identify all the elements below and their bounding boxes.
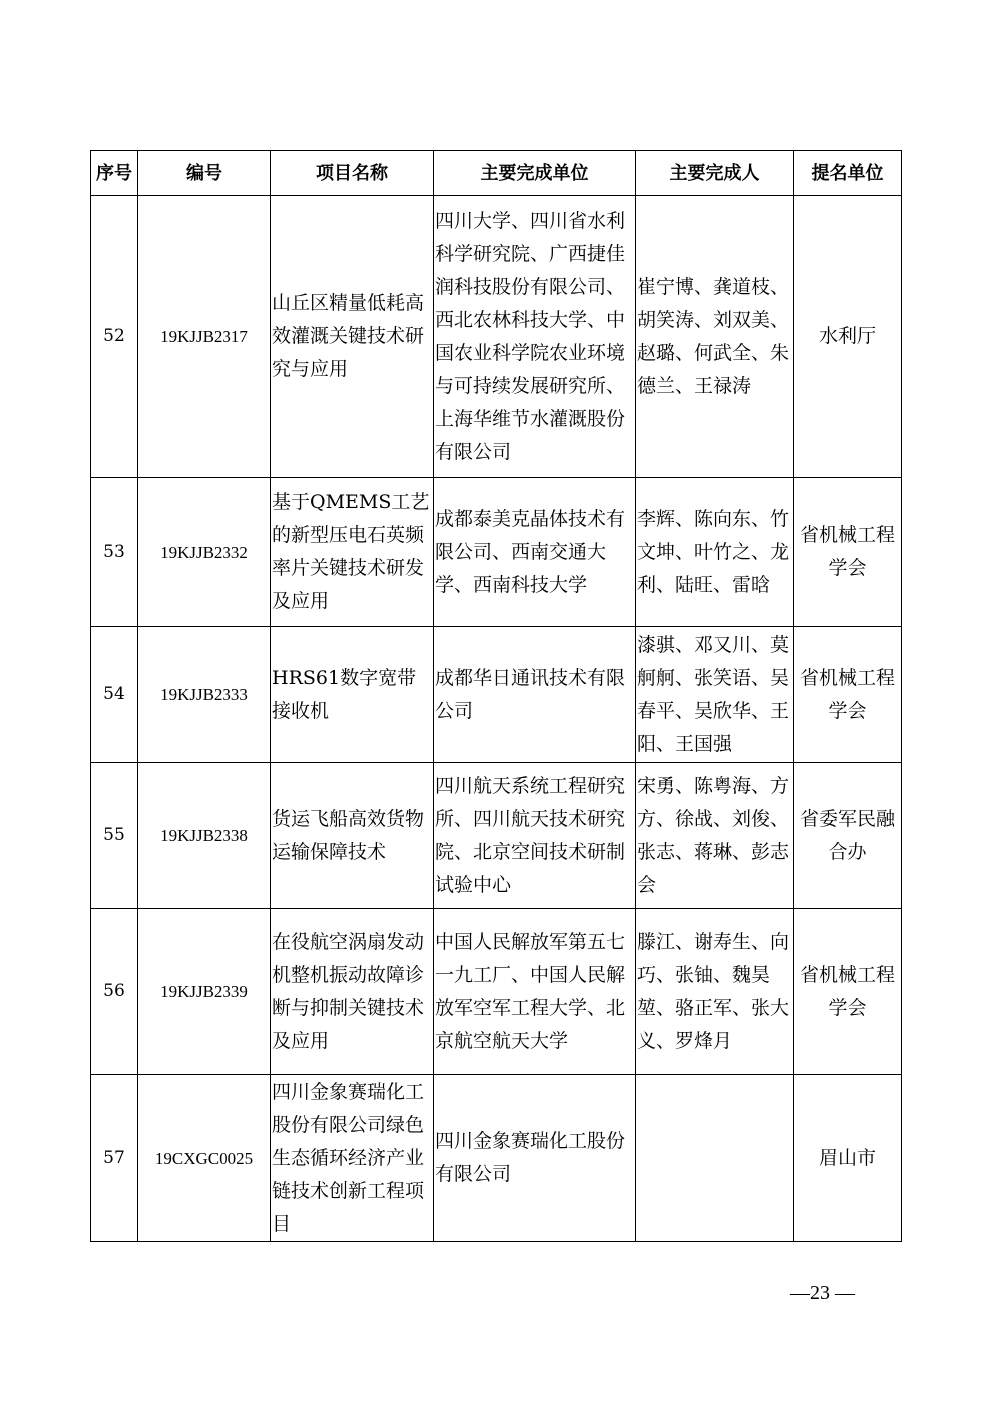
row-seq: 53 [91,478,138,627]
header-units: 主要完成单位 [434,151,636,196]
row-people: 李辉、陈向东、竹文坤、叶竹之、龙利、陆旺、雷晗 [636,478,794,627]
table-row [91,763,902,909]
row-seq: 54 [91,627,138,763]
row-code: 19KJJB2333 [138,627,271,763]
row-project-name: 山丘区精量低耗高效灌溉关键技术研究与应用 [271,196,434,478]
row-project-name: 在役航空涡扇发动机整机振动故障诊断与抑制关键技术及应用 [271,909,434,1075]
table-row [91,196,902,478]
table-row [91,1075,902,1242]
row-nominator: 省机械工程学会 [794,627,902,763]
row-seq: 55 [91,763,138,909]
table-row [91,627,902,763]
row-project-name: HRS61数字宽带接收机 [271,627,434,763]
results-table-container [90,150,901,1242]
row-seq: 57 [91,1075,138,1242]
row-nominator: 水利厅 [794,196,902,478]
row-units: 四川大学、四川省水利科学研究院、广西捷佳润科技股份有限公司、西北农林科技大学、中国农业科学院农业环境与可持续发展研究所、上海华维节水灌溉股份有限公司 [434,196,636,478]
table-row [91,478,902,627]
row-code: 19KJJB2338 [138,763,271,909]
row-nominator: 省机械工程学会 [794,909,902,1075]
header-people: 主要完成人 [636,151,794,196]
table-header-row [91,151,902,196]
row-people: 崔宁博、龚道枝、胡笑涛、刘双美、赵璐、何武全、朱德兰、王禄涛 [636,196,794,478]
results-table [90,150,902,1242]
row-people [636,1075,794,1242]
row-project-name: 货运飞船高效货物运输保障技术 [271,763,434,909]
row-units: 成都泰美克晶体技术有限公司、西南交通大学、西南科技大学 [434,478,636,627]
row-people: 滕江、谢寿生、向巧、张铀、魏昊堃、骆正军、张大义、罗烽月 [636,909,794,1075]
row-nominator: 省机械工程学会 [794,478,902,627]
row-nominator: 眉山市 [794,1075,902,1242]
row-people: 宋勇、陈粤海、方方、徐战、刘俊、张志、蒋琳、彭志会 [636,763,794,909]
row-units: 中国人民解放军第五七一九工厂、中国人民解放军空军工程大学、北京航空航天大学 [434,909,636,1075]
row-code: 19CXGC0025 [138,1075,271,1242]
row-code: 19KJJB2317 [138,196,271,478]
row-project-name: 基于QMEMS工艺的新型压电石英频率片关键技术研发及应用 [271,478,434,627]
row-code: 19KJJB2339 [138,909,271,1075]
header-nominator: 提名单位 [794,151,902,196]
row-code: 19KJJB2332 [138,478,271,627]
row-nominator: 省委军民融合办 [794,763,902,909]
header-project-name: 项目名称 [271,151,434,196]
row-seq: 56 [91,909,138,1075]
row-units: 成都华日通讯技术有限公司 [434,627,636,763]
header-code: 编号 [138,151,271,196]
row-project-name: 四川金象赛瑞化工股份有限公司绿色生态循环经济产业链技术创新工程项目 [271,1075,434,1242]
page-number: —23 — [790,1282,855,1304]
table-row [91,909,902,1075]
header-seq: 序号 [91,151,138,196]
row-units: 四川金象赛瑞化工股份有限公司 [434,1075,636,1242]
row-units: 四川航天系统工程研究所、四川航天技术研究院、北京空间技术研制试验中心 [434,763,636,909]
row-people: 漆骐、邓又川、莫舸舸、张笑语、吴春平、吴欣华、王阳、王国强 [636,627,794,763]
row-seq: 52 [91,196,138,478]
